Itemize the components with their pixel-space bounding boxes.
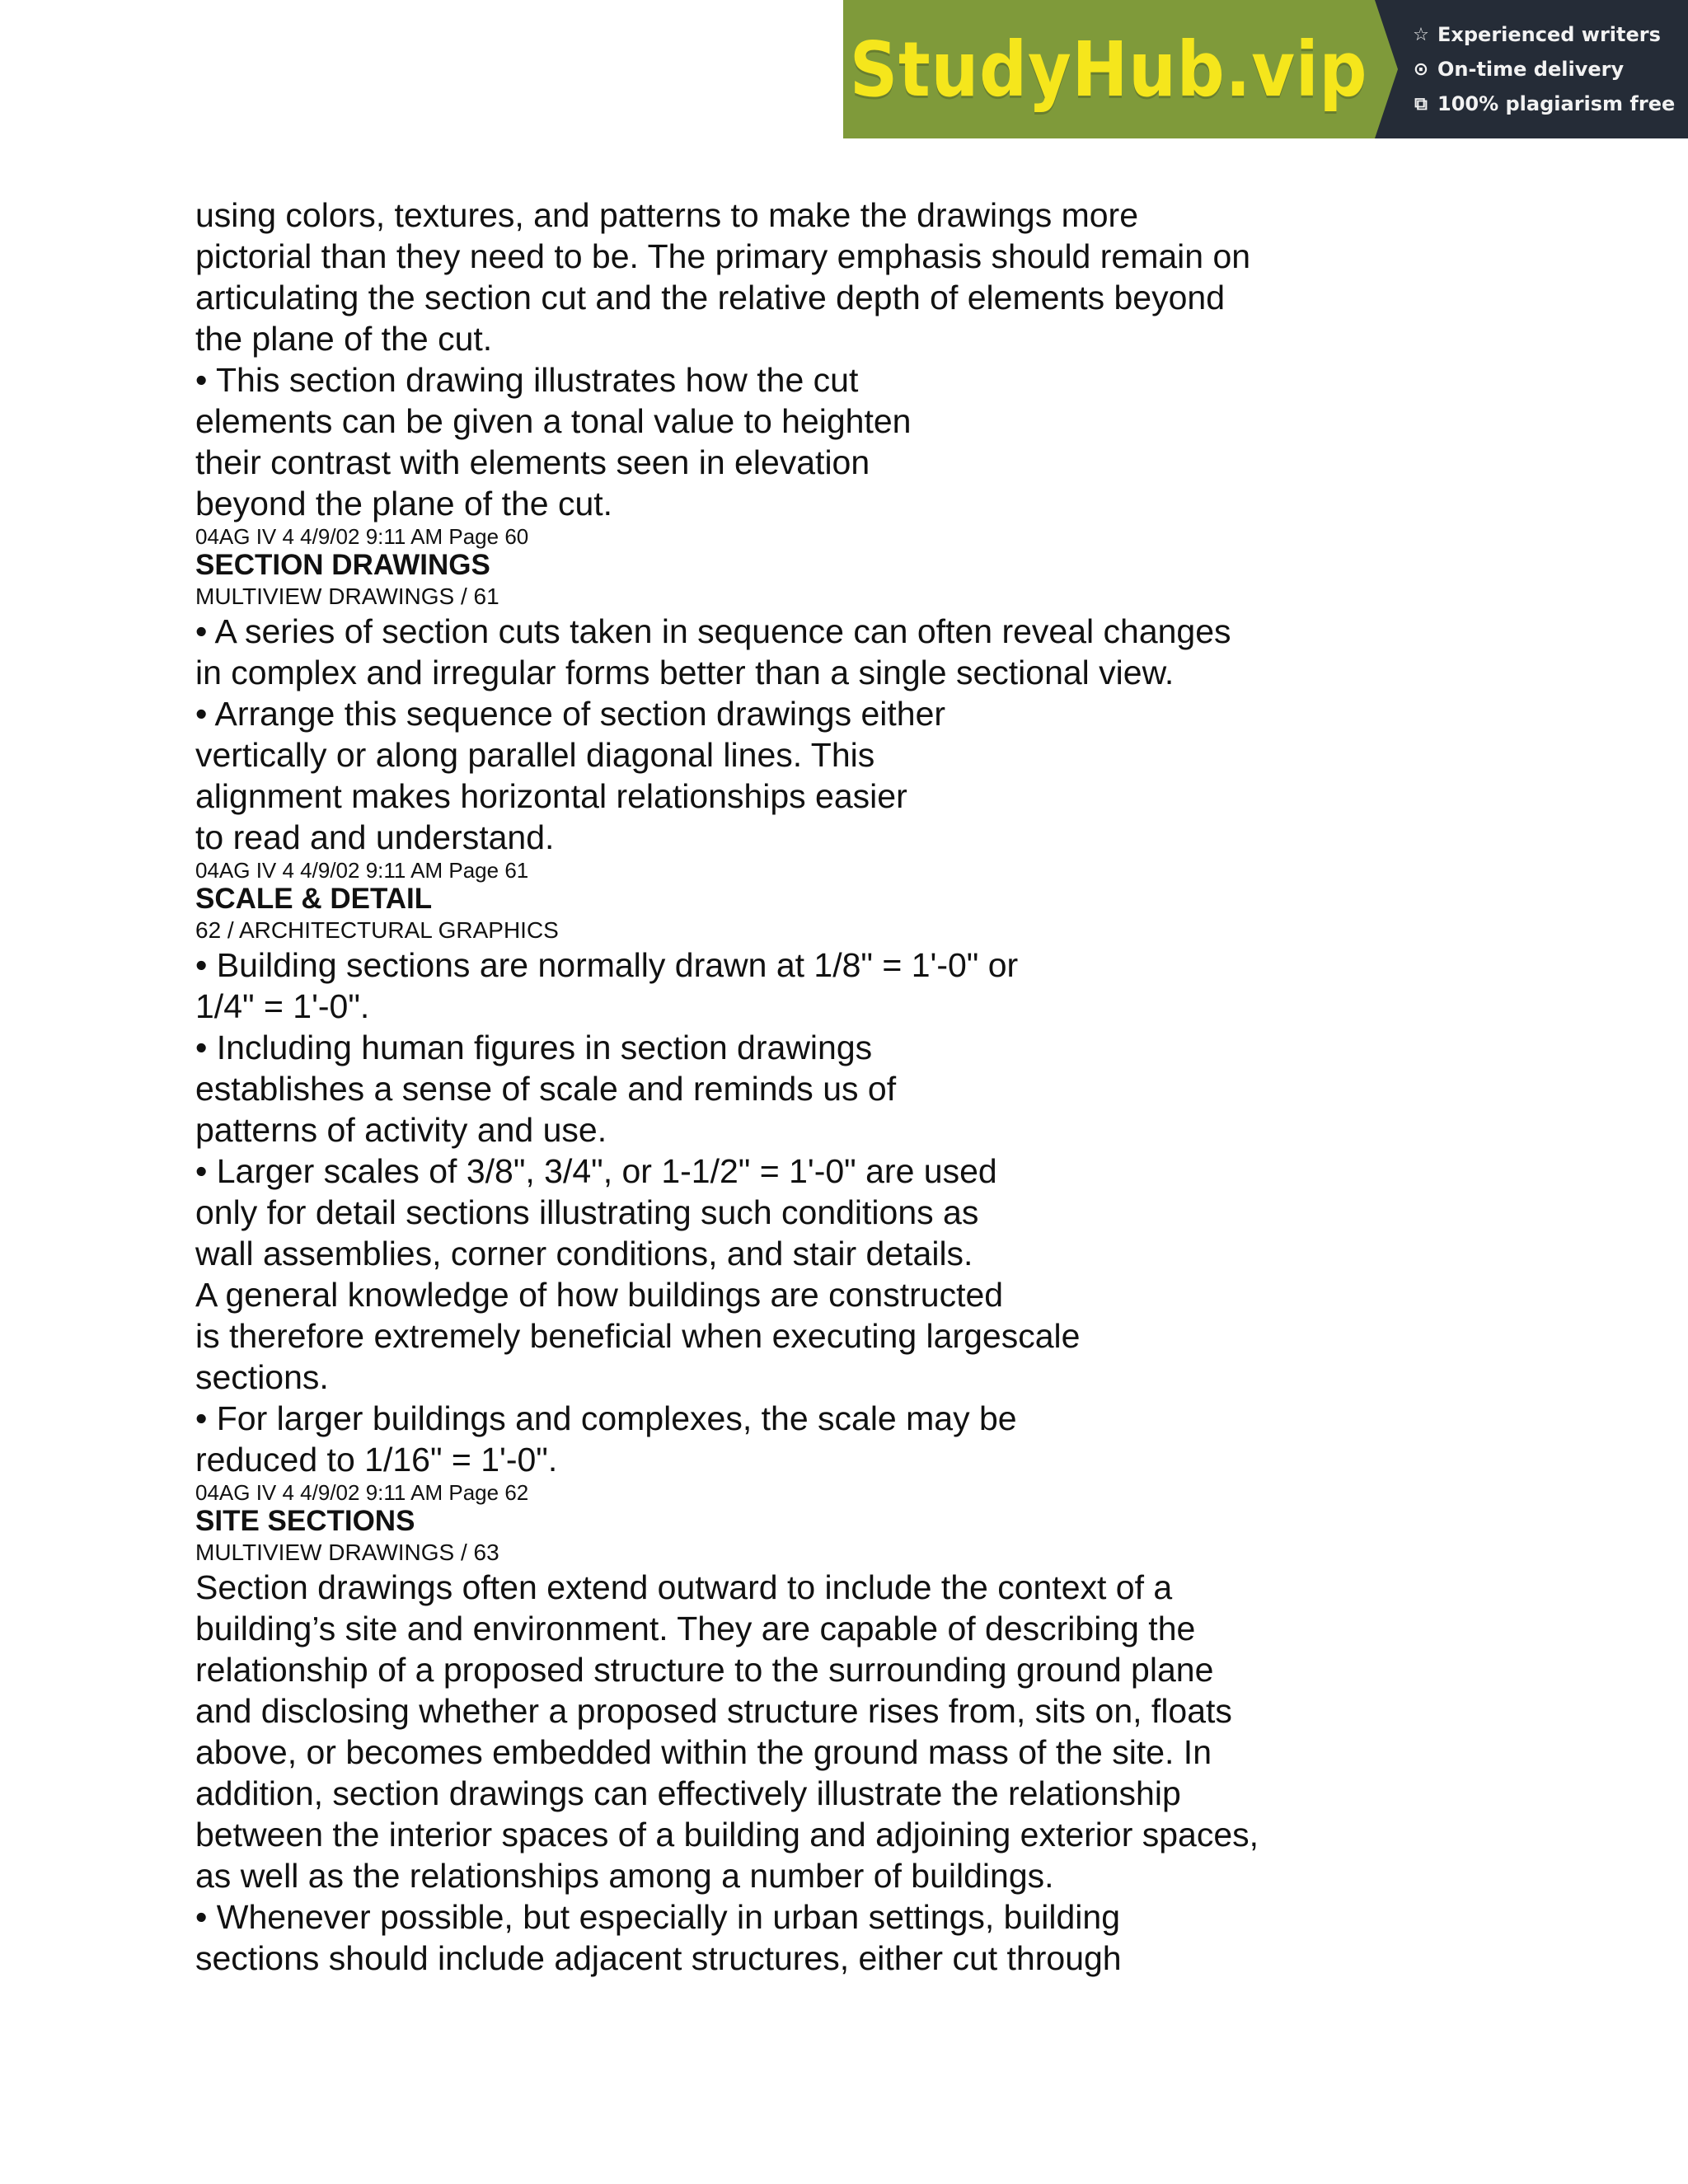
running-header: MULTIVIEW DRAWINGS / 61	[195, 583, 499, 609]
document-body	[195, 194, 1399, 1979]
text-line: alignment makes horizontal relationships easier	[195, 777, 907, 815]
text-line: their contrast with elements seen in elevation	[195, 443, 870, 481]
text-line: beyond the plane of the cut.	[195, 485, 613, 523]
text-line: • Whenever possible, but especially in urban settings, building	[195, 1898, 1120, 1936]
running-header: MULTIVIEW DRAWINGS / 63	[195, 1540, 499, 1565]
logo-text: StudyHub.vip	[850, 25, 1368, 114]
text-line: between the interior spaces of a building and adjoining exterior spaces,	[195, 1816, 1259, 1854]
text-line: relationship of a proposed structure to the surrounding ground plane	[195, 1651, 1214, 1689]
text-line: the plane of the cut.	[195, 320, 493, 358]
studyhub-logo[interactable]	[843, 0, 1375, 138]
section-heading: SITE SECTIONS	[195, 1505, 415, 1537]
text-line: • This section drawing illustrates how the cut	[195, 361, 859, 399]
text-line: A general knowledge of how buildings are constructed	[195, 1276, 1004, 1314]
text-line: • A series of section cuts taken in sequence can often reveal changes	[195, 612, 1231, 650]
text-line: • For larger buildings and complexes, the scale may be	[195, 1399, 1017, 1437]
text-line: articulating the section cut and the relative depth of elements beyond	[195, 279, 1226, 316]
text-line: addition, section drawings can effectively illustrate the relationship	[195, 1774, 1181, 1812]
page-meta: 04AG IV 4 4/9/02 9:11 AM Page 62	[195, 1480, 529, 1505]
text-line: establishes a sense of scale and reminds us of	[195, 1070, 897, 1108]
text-line: sections.	[195, 1358, 329, 1396]
feature-label: Experienced writers	[1437, 23, 1661, 46]
text-line: elements can be given a tonal value to heighten	[195, 402, 912, 440]
feature-label: 100% plagiarism free	[1437, 92, 1676, 115]
section-drawings	[195, 549, 1399, 883]
text-line: using colors, textures, and patterns to make the drawings more	[195, 196, 1139, 234]
feature-label: On-time delivery	[1437, 58, 1625, 81]
feature-experienced-writers	[1411, 21, 1688, 49]
text-line: only for detail sections illustrating such conditions as	[195, 1193, 979, 1231]
text-line: to read and understand.	[195, 818, 555, 856]
text-line: • Including human figures in section drawings	[195, 1029, 873, 1066]
star-icon: ☆	[1413, 24, 1429, 45]
page-meta: 04AG IV 4 4/9/02 9:11 AM Page 60	[195, 524, 529, 549]
text-line: is therefore extremely beneficial when executing largescale	[195, 1317, 1081, 1355]
text-line: • Arrange this sequence of section drawings either	[195, 695, 946, 733]
copy-check-icon: ⧉	[1414, 93, 1428, 115]
text-line: reduced to 1/16" = 1'-0".	[195, 1441, 558, 1479]
scale-and-detail	[195, 883, 1399, 1505]
text-line: sections should include adjacent structures, either cut through	[195, 1939, 1122, 1977]
text-block-intro	[195, 194, 1399, 549]
banner-features	[1375, 0, 1688, 138]
text-line: and disclosing whether a proposed structure rises from, sits on, floats	[195, 1692, 1232, 1730]
text-line: in complex and irregular forms better than a single sectional view.	[195, 654, 1175, 691]
text-line: vertically or along parallel diagonal lines. This	[195, 736, 875, 774]
studyhub-banner[interactable]	[843, 0, 1688, 138]
text-line: building’s site and environment. They are capable of describing the	[195, 1610, 1196, 1647]
section-heading: SECTION DRAWINGS	[195, 549, 490, 581]
text-line: patterns of activity and use.	[195, 1111, 607, 1149]
site-sections	[195, 1505, 1399, 1979]
page-meta: 04AG IV 4 4/9/02 9:11 AM Page 61	[195, 858, 529, 883]
text-line: • Building sections are normally drawn at 1/8" = 1'-0" or	[195, 946, 1019, 984]
text-line: 1/4" = 1'-0".	[195, 987, 370, 1025]
text-line: • Larger scales of 3/8", 3/4", or 1-1/2" = 1'-0" are used	[195, 1152, 997, 1190]
text-line: above, or becomes embedded within the ground mass of the site. In	[195, 1733, 1212, 1771]
text-line: as well as the relationships among a number of buildings.	[195, 1857, 1054, 1895]
text-line: Section drawings often extend outward to include the context of a	[195, 1568, 1173, 1606]
text-line: pictorial than they need to be. The primary emphasis should remain on	[195, 237, 1251, 275]
text-line: wall assemblies, corner conditions, and stair details.	[195, 1235, 973, 1272]
feature-on-time-delivery	[1411, 55, 1688, 83]
clock-icon: ⊙	[1413, 59, 1429, 80]
feature-plagiarism-free	[1411, 90, 1688, 118]
section-heading: SCALE & DETAIL	[195, 883, 433, 915]
running-header: 62 / ARCHITECTURAL GRAPHICS	[195, 917, 559, 943]
